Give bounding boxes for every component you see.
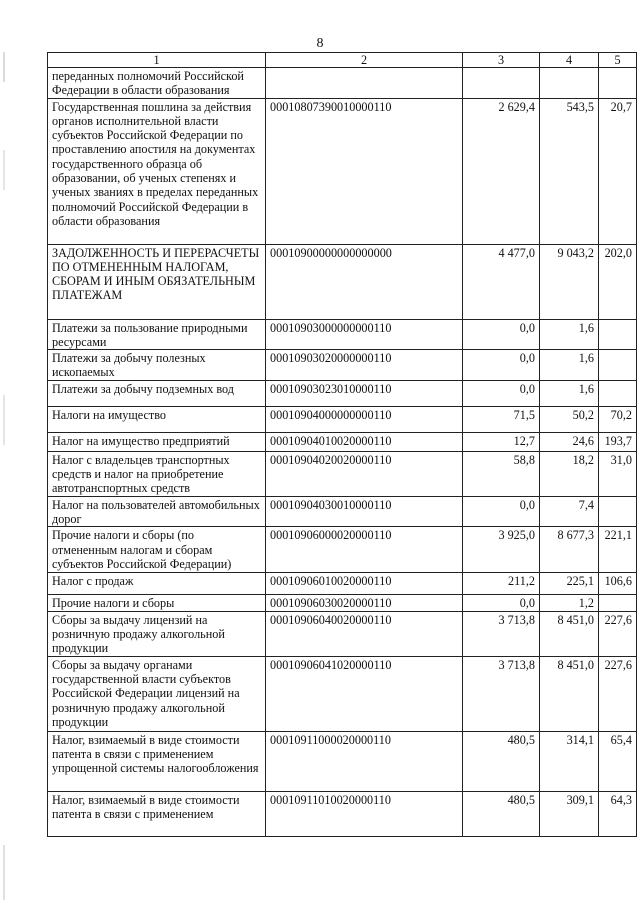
row-value-col4 (540, 68, 599, 99)
row-code-cell: 00010911000020000110 (266, 731, 463, 791)
row-value-col3: 0,0 (463, 595, 540, 611)
row-value-col4: 225,1 (540, 573, 599, 595)
scan-margin-mark (3, 150, 5, 190)
row-value-col5 (599, 68, 637, 99)
budget-table (47, 52, 637, 837)
row-name-cell: Прочие налоги и сборы (по отмененным налогам и сборам субъектов Российской Федерации) (48, 527, 266, 573)
row-value-col3: 0,0 (463, 350, 540, 381)
column-header: 4 (540, 53, 599, 68)
table-row (48, 656, 637, 731)
row-name-cell: Платежи за пользование природными ресурсами (48, 319, 266, 350)
row-value-col3: 4 477,0 (463, 244, 540, 319)
row-name-cell: Налоги на имущество (48, 406, 266, 432)
row-code-cell: 00010904020020000110 (266, 451, 463, 496)
row-name-cell: Сборы за выдачу органами государственной власти субъектов Российской Федерации лицензий на розничную продажу алкогольной продукции (48, 656, 266, 731)
row-code-cell: 00010906030020000110 (266, 595, 463, 611)
table-row (48, 350, 637, 381)
row-value-col3: 12,7 (463, 432, 540, 451)
row-name-cell: Налог с продаж (48, 573, 266, 595)
row-code-cell: 00010906010020000110 (266, 573, 463, 595)
row-value-col4: 8 677,3 (540, 527, 599, 573)
row-value-col3: 480,5 (463, 731, 540, 791)
row-name-cell: Сборы за выдачу лицензий на розничную продажу алкогольной продукции (48, 611, 266, 656)
table-header-row (48, 53, 637, 68)
row-value-col4: 1,6 (540, 350, 599, 381)
row-value-col3: 480,5 (463, 791, 540, 836)
row-value-col5: 202,0 (599, 244, 637, 319)
table-row (48, 527, 637, 573)
row-value-col4: 314,1 (540, 731, 599, 791)
row-value-col5 (599, 496, 637, 527)
table-row (48, 791, 637, 836)
row-value-col4: 8 451,0 (540, 656, 599, 731)
row-value-col5 (599, 350, 637, 381)
row-value-col5: 227,6 (599, 656, 637, 731)
scan-margin-mark (3, 52, 5, 82)
column-header: 1 (48, 53, 266, 68)
row-value-col5: 64,3 (599, 791, 637, 836)
scan-margin-mark (3, 395, 5, 445)
row-value-col5: 193,7 (599, 432, 637, 451)
row-value-col4: 7,4 (540, 496, 599, 527)
column-header: 5 (599, 53, 637, 68)
scan-margin-mark (3, 845, 5, 900)
row-code-cell: 00010904030010000110 (266, 496, 463, 527)
row-name-cell: Налог, взимаемый в виде стоимости патента в связи с применением (48, 791, 266, 836)
table-row (48, 98, 637, 244)
row-value-col5: 20,7 (599, 98, 637, 244)
row-code-cell (266, 68, 463, 99)
table-row (48, 244, 637, 319)
row-value-col4: 18,2 (540, 451, 599, 496)
row-name-cell: Налог, взимаемый в виде стоимости патента в связи с применением упрощенной системы налогообложения (48, 731, 266, 791)
row-value-col5: 31,0 (599, 451, 637, 496)
table-row (48, 595, 637, 611)
row-value-col5 (599, 319, 637, 350)
table-row (48, 451, 637, 496)
row-value-col3 (463, 68, 540, 99)
row-value-col3: 3 713,8 (463, 611, 540, 656)
row-name-cell: ЗАДОЛЖЕННОСТЬ И ПЕРЕРАСЧЕТЫ ПО ОТМЕНЕННЫМ НАЛОГАМ, СБОРАМ И ИНЫМ ОБЯЗАТЕЛЬНЫМ ПЛАТЕЖАМ (48, 244, 266, 319)
table-row (48, 406, 637, 432)
table-row (48, 573, 637, 595)
row-value-col4: 543,5 (540, 98, 599, 244)
table-row (48, 611, 637, 656)
row-name-cell: Налог с владельцев транспортных средств и налог на приобретение автотранспортных средств (48, 451, 266, 496)
row-name-cell: Государственная пошлина за действия органов исполнительной власти субъектов Российской Федерации по проставлению апостиля на документах государственного образца об образовании, об ученых степенях и ученых званиях в пределах переданных полномочий Российской Федерации в области образования (48, 98, 266, 244)
column-header: 2 (266, 53, 463, 68)
row-value-col4: 1,2 (540, 595, 599, 611)
table-row (48, 319, 637, 350)
row-value-col4: 24,6 (540, 432, 599, 451)
page-number: 8 (316, 36, 324, 51)
row-value-col3: 0,0 (463, 496, 540, 527)
table-row (48, 432, 637, 451)
row-value-col4: 1,6 (540, 319, 599, 350)
column-header: 3 (463, 53, 540, 68)
row-value-col4: 309,1 (540, 791, 599, 836)
row-value-col3: 3 713,8 (463, 656, 540, 731)
row-value-col4: 9 043,2 (540, 244, 599, 319)
table-row (48, 731, 637, 791)
row-code-cell: 00010906000020000110 (266, 527, 463, 573)
row-value-col4: 1,6 (540, 380, 599, 406)
row-code-cell: 00010904000000000110 (266, 406, 463, 432)
row-value-col5: 106,6 (599, 573, 637, 595)
row-value-col4: 50,2 (540, 406, 599, 432)
row-value-col5: 65,4 (599, 731, 637, 791)
row-name-cell: Налог на пользователей автомобильных дорог (48, 496, 266, 527)
row-value-col3: 0,0 (463, 380, 540, 406)
row-name-cell: Налог на имущество предприятий (48, 432, 266, 451)
table-row (48, 68, 637, 99)
row-name-cell: переданных полномочий Российской Федерации в области образования (48, 68, 266, 99)
row-code-cell: 00010904010020000110 (266, 432, 463, 451)
row-value-col5: 221,1 (599, 527, 637, 573)
row-value-col3: 3 925,0 (463, 527, 540, 573)
row-value-col5 (599, 595, 637, 611)
row-value-col3: 211,2 (463, 573, 540, 595)
row-code-cell: 00010807390010000110 (266, 98, 463, 244)
row-name-cell: Платежи за добычу подземных вод (48, 380, 266, 406)
row-code-cell: 00010903023010000110 (266, 380, 463, 406)
row-code-cell: 00010906040020000110 (266, 611, 463, 656)
row-value-col5: 70,2 (599, 406, 637, 432)
row-value-col3: 58,8 (463, 451, 540, 496)
table-row (48, 496, 637, 527)
row-value-col4: 8 451,0 (540, 611, 599, 656)
row-value-col5 (599, 380, 637, 406)
row-code-cell: 00010911010020000110 (266, 791, 463, 836)
row-value-col5: 227,6 (599, 611, 637, 656)
row-value-col3: 2 629,4 (463, 98, 540, 244)
row-code-cell: 00010906041020000110 (266, 656, 463, 731)
row-name-cell: Платежи за добычу полезных ископаемых (48, 350, 266, 381)
row-code-cell: 00010903000000000110 (266, 319, 463, 350)
table-row (48, 380, 637, 406)
row-value-col3: 0,0 (463, 319, 540, 350)
row-name-cell: Прочие налоги и сборы (48, 595, 266, 611)
row-value-col3: 71,5 (463, 406, 540, 432)
row-code-cell: 00010900000000000000 (266, 244, 463, 319)
row-code-cell: 00010903020000000110 (266, 350, 463, 381)
